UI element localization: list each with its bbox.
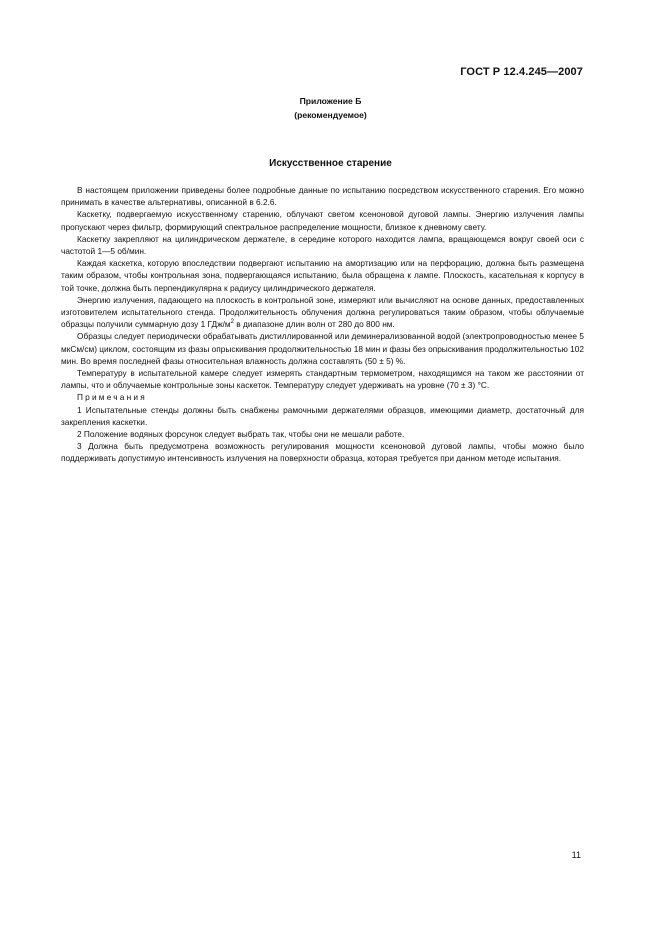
section-title: Искусственное старение: [269, 158, 392, 169]
notes-heading: Примечания: [77, 392, 147, 403]
paragraph-text: в диапазоне длин волн от 280 до 800 нм.: [233, 319, 395, 330]
document-code: ГОСТ Р 12.4.245—2007: [460, 66, 583, 78]
note-item: 3 Должна быть предусмотрена возможность регулирования мощности ксеноновой дуговой лампы, чтобы можно было поддерживать допустимую интенсивность излучения на поверхности образца, которая требуется при данном методе испытания.: [61, 441, 584, 464]
superscript: 2: [230, 319, 234, 326]
paragraph: Температуру в испытательной камере следует измерять стандартным термометром, находящимся на таком же расстоянии от лампы, что и облучаемые контрольные зоны каскеток. Температуру следует удерживать на уровне (70 ± 3) °С.: [61, 368, 584, 391]
paragraph-text: Энергию излучения, падающего на плоскость в контрольной зоне, измеряют или вычисляют на основе данных, предоставленных изготовителем испытательного стенда. Продолжительность облучения должна регулироваться таким образом, чтобы облучаемые образцы получили суммарную дозу 1 ГДж/м: [61, 294, 584, 330]
page-number: 11: [571, 850, 581, 860]
paragraph: В настоящем приложении приведены более подробные данные по испытанию посредством искусственного старения. Его можно принимать в качестве альтернативы, описанной в 6.2.6.: [61, 185, 584, 208]
appendix-status: (рекомендуемое): [294, 109, 367, 120]
paragraph: Каскетку закрепляют на цилиндрическом держателе, в середине которого находится лампа, вращающемся вокруг своей оси с частотой 1—5 об/мин.: [61, 233, 584, 257]
paragraph: Образцы следует периодически обрабатывать дистиллированной или деминерализованной водой (электропроводностью менее 5 мкСм/см) циклом, состоящим из фазы опрыскивания продолжительностью 18 мин и фазы без опрыскивания продолжительностью 102 мин. Во время последней фазы относительная влажность должна составлять (50 ± 5) %.: [61, 331, 585, 366]
appendix-heading: [0, 95, 661, 122]
document-body: [61, 184, 584, 465]
note-item: 2 Положение водяных форсунок следует выбрать так, чтобы они не мешали работе.: [77, 429, 405, 440]
paragraph: Каскетку, подвергаемую искусственному старению, облучают светом ксеноновой дуговой лампы. Энергию излучения лампы пропускают через фильтр, формирующий спектральное распределение мощности, близкое к дневному свету.: [61, 209, 584, 232]
note-item: 1 Испытательные стенды должны быть снабжены рамочными держателями образцов, имеющими диаметр, достаточный для закрепления каскетки.: [61, 404, 584, 427]
appendix-label: Приложение Б: [299, 96, 362, 106]
paragraph: Каждая каскетка, которую впоследствии подвергают испытанию на амортизацию или на перфорацию, должна быть размещена таким образом, чтобы контрольная зона, подвергающаяся испытанию, была обращена к лампе. Плоскость, касательная к корпусу в той точке, должна быть перпендикулярна к радиусу цилиндрического держателя.: [61, 258, 584, 293]
paragraph: [61, 294, 584, 331]
